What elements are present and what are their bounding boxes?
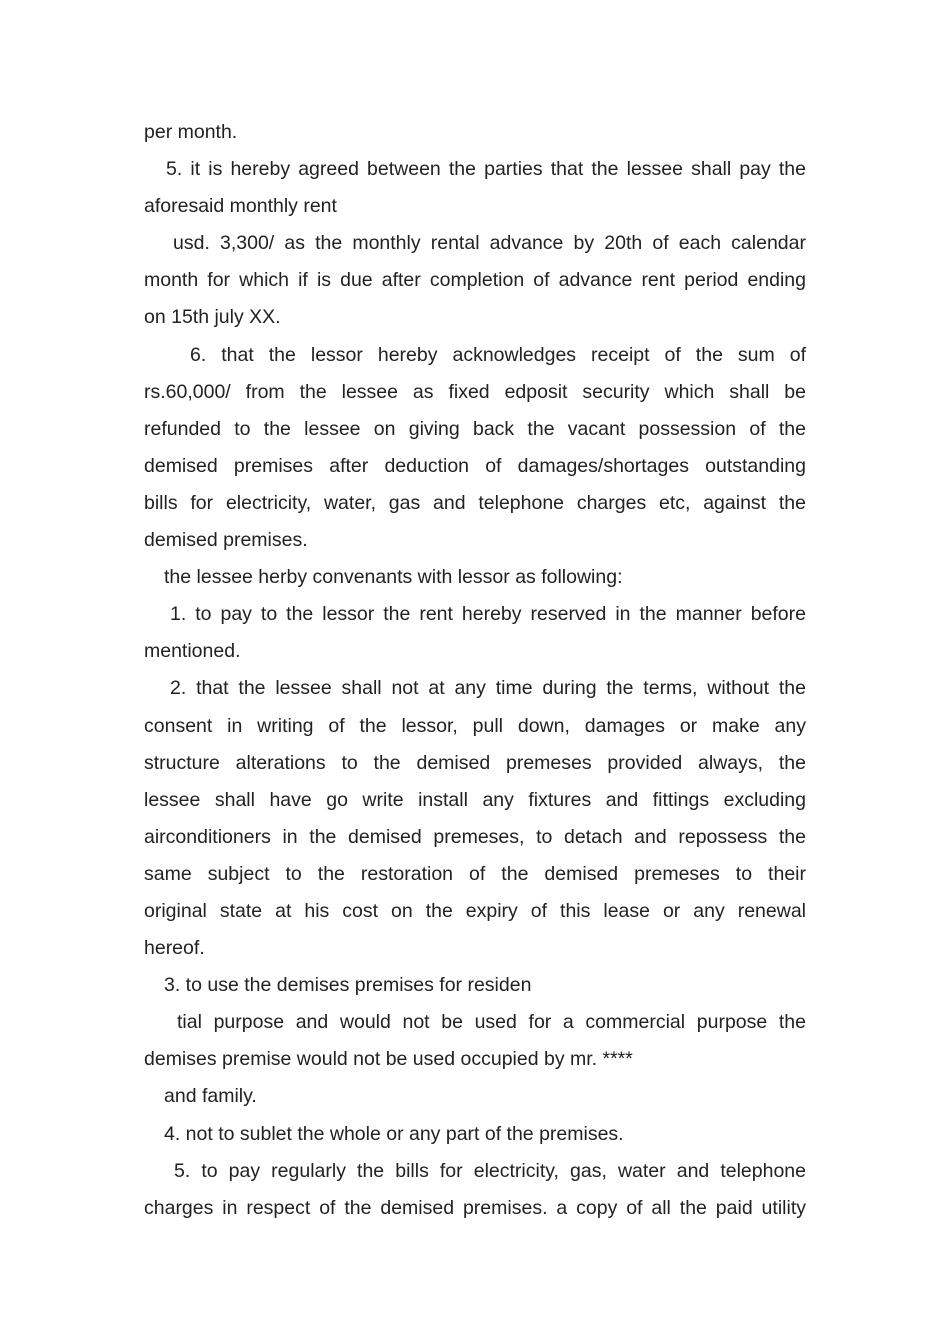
text-line: usd. 3,300/ as the monthly rental advance by 20th of each calendar — [173, 232, 806, 255]
text-line: refunded to the lessee on giving back the vacant possession of the — [144, 417, 806, 440]
text-line: 1. to pay to the lessor the rent hereby reserved in the manner before — [170, 603, 806, 626]
text-line: original state at his cost on the expiry of this lease or any renewal — [144, 899, 806, 922]
text-line: demised premises after deduction of damages/shortages outstanding — [144, 454, 806, 477]
text-line: consent in writing of the lessor, pull down, damages or make any — [144, 714, 806, 737]
text-line: per month. — [144, 121, 238, 143]
text-line: same subject to the restoration of the demised premeses to their — [144, 862, 806, 885]
text-line: demised premises. — [144, 529, 308, 552]
text-line: 5. to pay regularly the bills for electricity, gas, water and telephone — [174, 1159, 806, 1182]
text-line: 6. that the lessor hereby acknowledges receipt of the sum of — [190, 343, 806, 366]
text-line: demises premise would not be used occupied by mr. **** — [144, 1048, 633, 1071]
lease-document-page — [144, 114, 806, 1227]
text-line: the lessee herby convenants with lessor as following: — [164, 566, 623, 589]
text-line: month for which if is due after completion of advance rent period ending — [144, 269, 806, 292]
text-line: 4. not to sublet the whole or any part of the premises. — [164, 1122, 624, 1145]
text-line: and family. — [164, 1085, 257, 1108]
text-line: tial purpose and would not be used for a commercial purpose the — [177, 1011, 806, 1034]
text-line: mentioned. — [144, 640, 241, 663]
text-line: lessee shall have go write install any fixtures and fittings excluding — [144, 788, 806, 811]
text-line: charges in respect of the demised premises. a copy of all the paid utility — [144, 1196, 806, 1219]
text-line: on 15th july XX. — [144, 306, 281, 329]
text-line: structure alterations to the demised premeses provided always, the — [144, 751, 806, 774]
text-line: 2. that the lessee shall not at any time during the terms, without the — [170, 677, 806, 700]
text-line: airconditioners in the demised premeses, to detach and repossess the — [144, 825, 806, 848]
text-line: bills for electricity, water, gas and telephone charges etc, against the — [144, 491, 806, 514]
text-line: 3. to use the demises premises for residen — [164, 974, 532, 997]
text-line: aforesaid monthly rent — [144, 195, 337, 218]
text-line: 5. it is hereby agreed between the parties that the lessee shall pay the — [166, 158, 806, 181]
text-line: hereof. — [144, 937, 205, 960]
text-line: rs.60,000/ from the lessee as fixed edposit security which shall be — [144, 380, 806, 403]
